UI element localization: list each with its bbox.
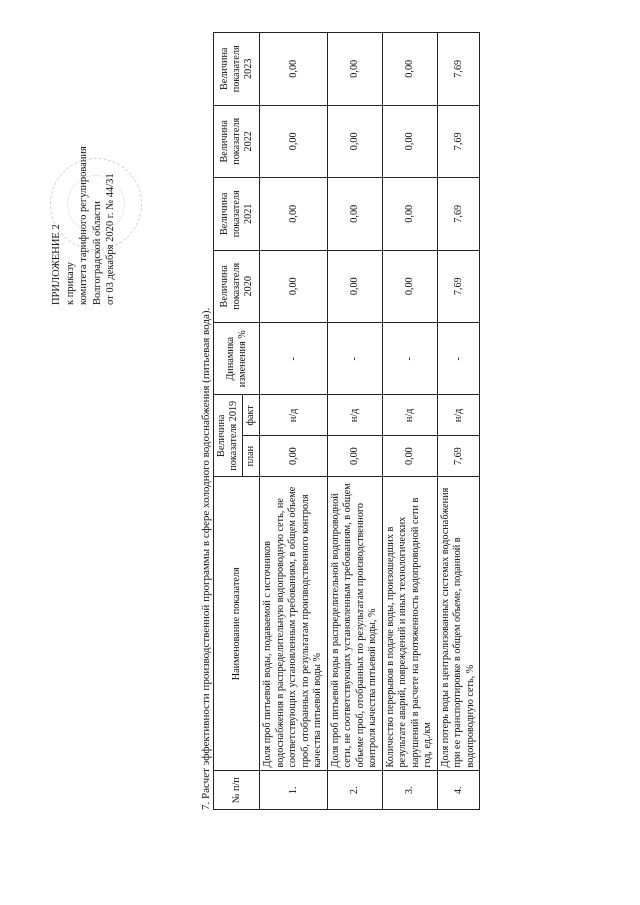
row-fact: н/д [437,395,480,436]
col-plan-header: план [243,436,260,477]
row-plan: 7,69 [437,436,480,477]
row-plan: 0,00 [260,436,328,477]
col-2019-header: Величина показателя 2019 [214,395,243,477]
appendix-header [50,146,118,305]
row-2022: 0,00 [327,105,382,177]
row-2021: 0,00 [260,178,328,250]
row-fact: н/д [382,395,437,436]
row-dynamics: - [327,323,382,395]
table-row [437,33,480,810]
row-plan: 0,00 [327,436,382,477]
row-2021: 7,69 [437,178,480,250]
row-2023: 7,69 [437,33,480,106]
row-num: 2. [327,771,382,810]
col-num-header: № п/п [214,771,260,810]
col-dynamics-header: Динамика изменения % [214,323,260,395]
row-dynamics: - [260,323,328,395]
table-row [260,33,328,810]
row-dynamics: - [437,323,480,395]
row-2020: 0,00 [382,250,437,322]
row-2021: 0,00 [327,178,382,250]
row-2023: 0,00 [382,33,437,106]
row-plan: 0,00 [382,436,437,477]
header-row [214,33,243,810]
row-fact: н/д [327,395,382,436]
col-2022-header: Величина показателя 2022 [214,105,260,177]
row-2020: 0,00 [327,250,382,322]
efficiency-table [213,32,480,810]
appendix-line: от 03 декабря 2020 г. № 44/31 [105,173,116,305]
col-2021-header: Величина показателя 2021 [214,178,260,250]
row-num: 1. [260,771,328,810]
table-row [327,33,382,810]
row-dynamics: - [382,323,437,395]
row-2022: 0,00 [260,105,328,177]
row-2020: 0,00 [260,250,328,322]
row-num: 3. [382,771,437,810]
col-fact-header: факт [243,395,260,436]
appendix-line: комитета тарифного регулирования [78,146,89,305]
col-2020-header: Величина показателя 2020 [214,250,260,322]
row-fact: н/д [260,395,328,436]
row-2022: 0,00 [382,105,437,177]
row-num: 4. [437,771,480,810]
row-name: Количество перерывов в подаче воды, произошедших в результате аварий, повреждений и иных технологических нарушений в расчете на протяженность водопроводной сети в год, ед./км [382,477,437,771]
row-name: Доля потерь воды в централизованных системах водоснабжения при ее транспортировке в общем объеме, поданной в водопроводную сеть, % [437,477,480,771]
row-name: Доля проб питьевой воды, подаваемой с источников водоснабжения в распределительную водопроводную сеть, не соответствующих установленным требованиям, в общем объеме проб, отобранных по результатам производственного контроля качества питьевой воды % [260,477,328,771]
row-2020: 7,69 [437,250,480,322]
row-2023: 0,00 [260,33,328,106]
col-name-header: Наименование показателя [214,477,260,771]
row-2023: 0,00 [327,33,382,106]
appendix-title: ПРИЛОЖЕНИЕ 2 [51,224,62,305]
row-name: Доля проб питьевой воды в распределительной водопроводной сети, не соответствующих установленным требованиям, в общем объеме проб, отобранных по результатам производственного контроля качества питьевой воды, % [327,477,382,771]
table-row [382,33,437,810]
row-2022: 7,69 [437,105,480,177]
appendix-line: к приказу [64,262,76,305]
section-caption: 7. Расчет эффективности производственной программы в сфере холодного водоснабжения (питьевая вода). [200,307,212,810]
row-2021: 0,00 [382,178,437,250]
col-2023-header: Величина показателя 2023 [214,33,260,106]
appendix-line: Волгоградской области [91,200,103,305]
